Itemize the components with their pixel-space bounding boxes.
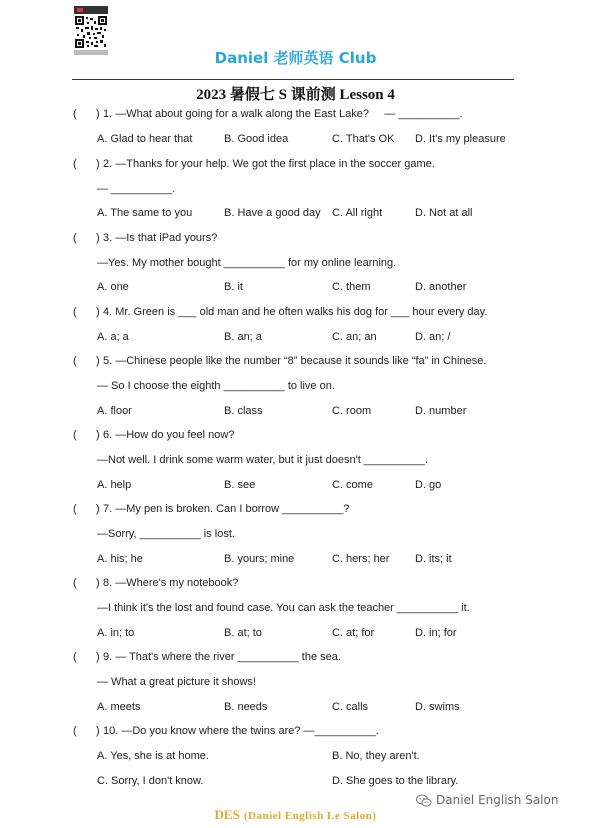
question-stem: 7. —My pen is broken. Can I borrow __________? — [103, 503, 350, 515]
answer-bracket-open: ( — [73, 429, 77, 441]
answer-bracket-open: ( — [73, 108, 77, 120]
option-c: C. come — [332, 479, 373, 491]
option-a: A. in; to — [97, 627, 135, 639]
option-a: A. a; a — [97, 331, 129, 343]
header-divider — [72, 79, 514, 80]
option-b: B. needs — [224, 701, 268, 713]
option-b: B. No, they aren't. — [332, 750, 420, 762]
option-c: C. That's OK — [332, 133, 395, 145]
option-d: D. number — [415, 405, 467, 417]
answer-bracket-close: ) — [96, 158, 100, 170]
option-b: B. yours; mine — [224, 553, 295, 565]
option-c: C. hers; her — [332, 553, 390, 565]
option-b: B. it — [224, 281, 243, 293]
question-response: —Not well. I drink some warm water, but it just doesn't __________. — [97, 454, 429, 466]
answer-bracket-close: ) — [96, 503, 100, 515]
option-a: A. one — [97, 281, 129, 293]
qr-header-bar — [74, 6, 108, 14]
option-a: A. floor — [97, 405, 132, 417]
option-d: D. its; it — [415, 553, 452, 565]
brand-title: Daniel 老师英语 Club — [214, 49, 377, 67]
page-footer — [0, 806, 591, 824]
option-c: C. Sorry, I don't know. — [97, 775, 204, 787]
option-c: C. an; an — [332, 331, 377, 343]
option-d: D. She goes to the library. — [332, 775, 459, 787]
question-response: —Sorry, __________ is lost. — [97, 528, 235, 540]
question-stem: 1. —What about going for a walk along the East Lake? — __________. — [103, 108, 463, 120]
answer-bracket-open: ( — [73, 577, 77, 589]
option-d: D. an; / — [415, 331, 451, 343]
answer-bracket-close: ) — [96, 429, 100, 441]
option-b: B. Good idea — [224, 133, 289, 145]
question-stem: 10. —Do you know where the twins are? —__________. — [103, 725, 379, 737]
answer-bracket-open: ( — [73, 503, 77, 515]
answer-bracket-close: ) — [96, 355, 100, 367]
answer-bracket-open: ( — [73, 651, 77, 663]
option-d: D. another — [415, 281, 467, 293]
answer-bracket-close: ) — [96, 725, 100, 737]
option-b: B. at; to — [224, 627, 262, 639]
answer-bracket-close: ) — [96, 108, 100, 120]
question-stem: 9. — That's where the river __________ the sea. — [103, 651, 341, 663]
question-response: —I think it's the lost and found case. You can ask the teacher __________ it. — [97, 602, 470, 614]
wechat-account-name: Daniel English Salon — [436, 793, 559, 807]
answer-bracket-open: ( — [73, 725, 77, 737]
option-a: A. Yes, she is at home. — [97, 750, 209, 762]
option-b: B. an; a — [224, 331, 262, 343]
question-stem: 8. —Where's my notebook? — [103, 577, 239, 589]
question-response: — What a great picture it shows! — [97, 676, 256, 688]
option-c: C. calls — [332, 701, 369, 713]
option-b: B. see — [224, 479, 256, 491]
qr-code-icon — [75, 16, 107, 48]
question-stem: 4. Mr. Green is ___ old man and he often walks his dog for ___ hour every day. — [103, 306, 488, 318]
question-response: — So I choose the eighth __________ to live on. — [97, 380, 335, 392]
answer-bracket-open: ( — [73, 355, 77, 367]
option-c: C. them — [332, 281, 371, 293]
option-c: C. room — [332, 405, 372, 417]
question-stem: 2. —Thanks for your help. We got the first place in the soccer game. — [103, 158, 435, 170]
answer-bracket-open: ( — [73, 306, 77, 318]
question-response: —Yes. My mother bought __________ for my online learning. — [97, 257, 397, 269]
option-c: C. at; for — [332, 627, 375, 639]
option-a: A. help — [97, 479, 132, 491]
answer-bracket-close: ) — [96, 232, 100, 244]
footer-full-name: (Daniel English Le Salon) — [243, 810, 377, 822]
option-b: B. class — [224, 405, 263, 417]
wechat-icon — [416, 794, 432, 808]
question-stem: 6. —How do you feel now? — [103, 429, 235, 441]
answer-bracket-close: ) — [96, 306, 100, 318]
question-stem: 5. —Chinese people like the number “8” because it sounds like “fa” in Chinese. — [103, 355, 487, 367]
page-title: 2023 暑假七 S 课前测 Lesson 4 — [196, 87, 395, 103]
option-d: D. Not at all — [415, 207, 473, 219]
option-b: B. Have a good day — [224, 207, 321, 219]
option-d: D. in; for — [415, 627, 457, 639]
option-a: A. meets — [97, 701, 141, 713]
answer-bracket-open: ( — [73, 158, 77, 170]
answer-bracket-open: ( — [73, 232, 77, 244]
answer-bracket-close: ) — [96, 651, 100, 663]
option-d: D. swims — [415, 701, 460, 713]
question-response: — __________. — [97, 183, 176, 195]
option-a: A. Glad to hear that — [97, 133, 193, 145]
option-a: A. his; he — [97, 553, 143, 565]
wechat-watermark — [416, 793, 558, 808]
option-d: D. It's my pleasure — [415, 133, 506, 145]
footer-des: DES — [214, 807, 240, 822]
option-c: C. All right — [332, 207, 383, 219]
question-stem: 3. —Is that iPad yours? — [103, 232, 218, 244]
option-d: D. go — [415, 479, 442, 491]
option-a: A. The same to you — [97, 207, 193, 219]
answer-bracket-close: ) — [96, 577, 100, 589]
